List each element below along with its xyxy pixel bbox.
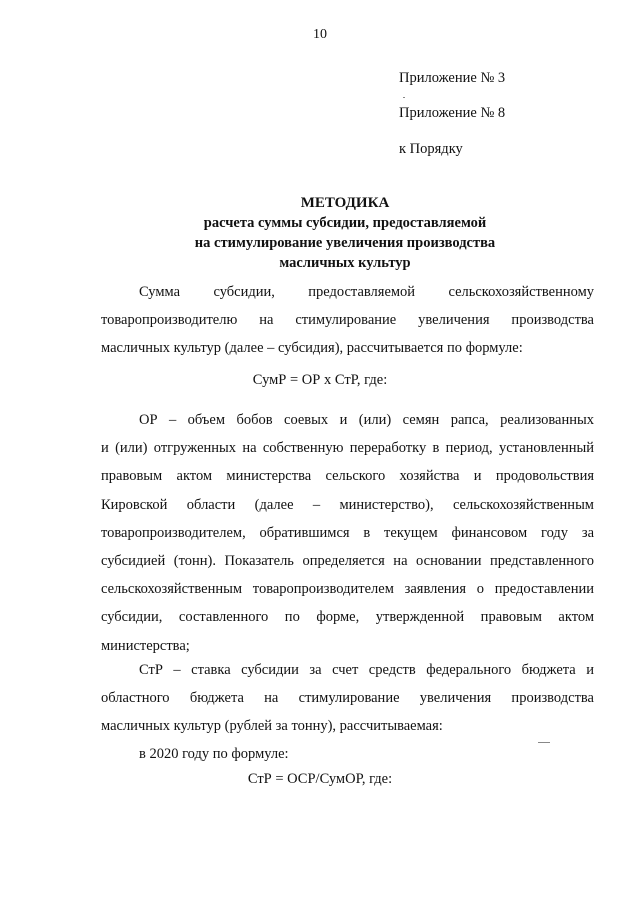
year-paragraph <box>101 740 594 768</box>
op-line-3: правовым актом министерства сельского хозяйства и продовольствия <box>101 468 594 485</box>
op-line-1: ОР – объем бобов соевых и (или) семян рапса, реализованных <box>139 412 594 428</box>
scan-dash <box>538 742 550 743</box>
str-line-2: областного бюджета на стимулирование увеличения производства <box>101 690 594 707</box>
op-line-7: сельскохозяйственным товаропроизводителем заявления о предоставлении <box>101 581 594 598</box>
op-paragraph <box>101 406 594 660</box>
str-line-1: СтР – ставка субсидии за счет средств федерального бюджета и <box>139 662 594 678</box>
op-line-8: субсидии, составленного по форме, утвержденной правовым актом <box>101 609 594 626</box>
intro-line-2: товаропроизводителю на стимулирование увеличения производства <box>101 312 594 329</box>
intro-line-3: масличных культур (далее – субсидия), рассчитывается по формуле: <box>101 340 523 357</box>
op-line-9: министерства; <box>101 637 190 654</box>
op-line-2: и (или) отгруженных на собственную переработку в период, установленный <box>101 440 594 457</box>
intro-line-1: Сумма субсидии, предоставляемой сельскохозяйственному <box>139 284 594 300</box>
page-number: 10 <box>313 27 327 42</box>
annex-line-1: Приложение № 3 <box>399 70 506 86</box>
title-line-2: на стимулирование увеличения производства <box>194 235 496 251</box>
title-line-1: расчета суммы субсидии, предоставляемой <box>203 215 487 231</box>
title-main: МЕТОДИКА <box>300 195 390 211</box>
title-line-3: масличных культур <box>279 255 411 271</box>
formula-str: СтР = ОСР/СумОР, где: <box>247 771 393 787</box>
str-line-3: масличных культур (рублей за тонну), рассчитываемая: <box>101 718 443 735</box>
intro-paragraph <box>101 278 594 363</box>
op-line-4: Кировской области (далее – министерство), сельскохозяйственным <box>101 496 594 513</box>
op-line-5: товаропроизводителем, обратившимся в текущем финансовом году за <box>101 524 594 541</box>
formula-sumr: СумР = ОР х СтР, где: <box>252 372 388 388</box>
str-paragraph <box>101 656 594 741</box>
year-line: в 2020 году по формуле: <box>139 746 289 762</box>
annex-line-3: к Порядку <box>399 141 463 157</box>
document-title <box>100 193 590 273</box>
scan-speck <box>403 97 405 98</box>
op-line-6: субсидией (тонн). Показатель определяется на основании представленного <box>101 553 594 570</box>
annex-line-2: Приложение № 8 <box>399 105 506 121</box>
